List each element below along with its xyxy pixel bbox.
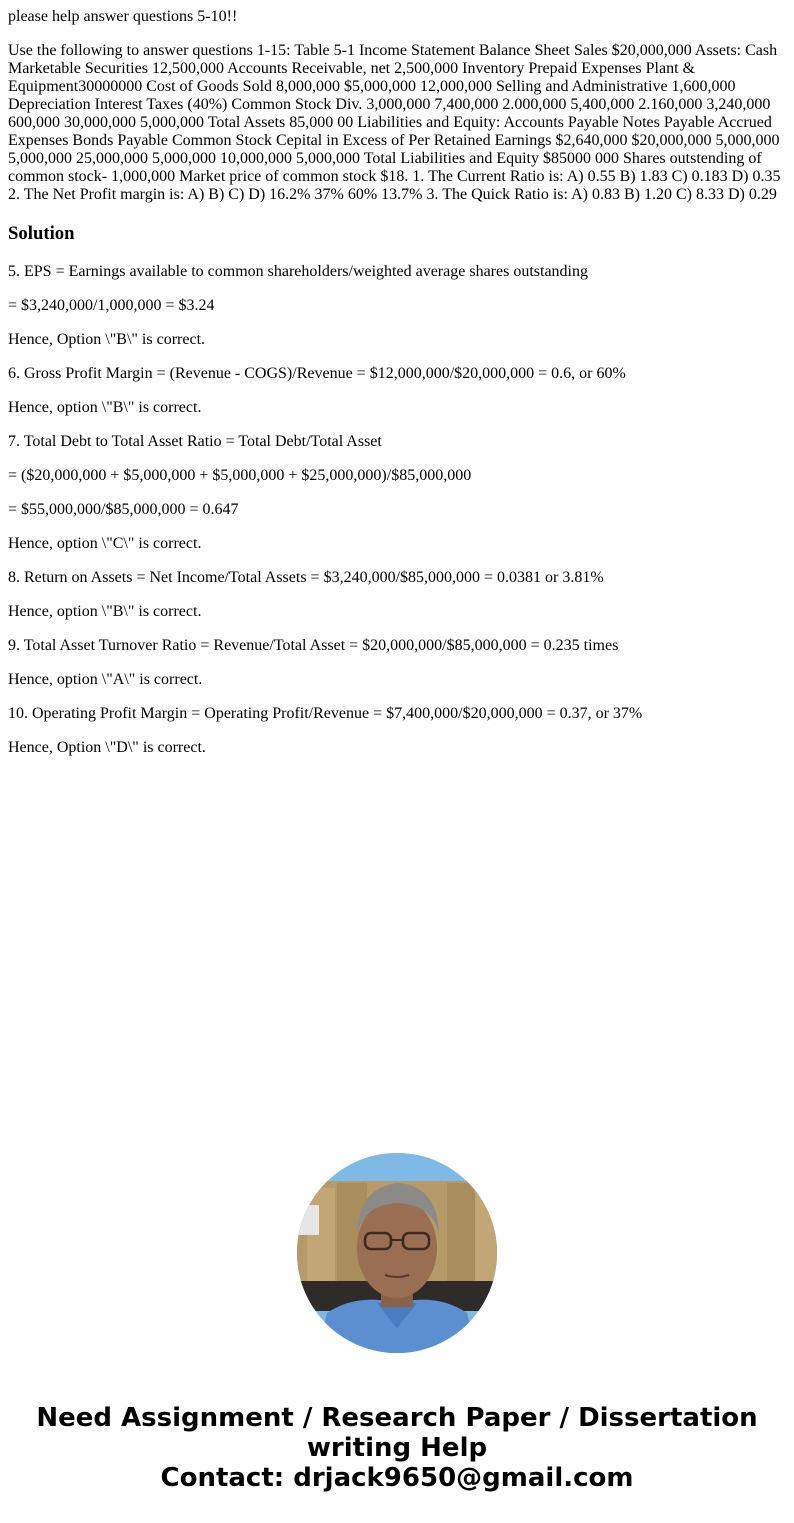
solution-body [8, 263, 786, 757]
solution-line: Hence, option \"C\" is correct. [8, 535, 202, 552]
solution-line: Hence, Option \"B\" is correct. [8, 331, 206, 348]
solution-line: 9. Total Asset Turnover Ratio = Revenue/Total Asset = $20,000,000/$85,000,000 = 0.235 times [8, 637, 619, 654]
solution-line: Hence, Option \"D\" is correct. [8, 739, 206, 756]
solution-line: 5. EPS = Earnings available to common shareholders/weighted average shares outstanding [8, 263, 588, 280]
solution-line: 8. Return on Assets = Net Income/Total Assets = $3,240,000/$85,000,000 = 0.0381 or 3.81% [8, 569, 604, 586]
question-title: please help answer questions 5-10!! [8, 8, 238, 25]
question-body: Use the following to answer questions 1-15: Table 5-1 Income Statement Balance Sheet Sales $20,000,000 Assets: Cash Marketable Securities 12,500,000 Accounts Receivable, net 2,500,000 Inventory Prepaid Expenses Plant & Equipment30000000 Cost of Goods Sold 8,000,000 $5,000,000 12,000,000 Selling and Administrative 1,600,000 Depreciation Interest Taxes (40%) Common Stock Div. 3,000,000 7,400,000 2.000,000 5,400,000 2.160,000 3,240,000 600,000 30,000,000 5,000,000 Total Assets 85,000 00 Liabilities and Equity: Accounts Payable Notes Payable Accrued Expenses Bonds Payable Common Stock Cepital in Excess of Per Retained Earnings $2,640,000 $20,000,000 5,000,000 5,000,000 25,000,000 5,000,000 10,000,000 5,000,000 Total Liabilities and Equity $85000 000 Shares outstending of common stock- 1,000,000 Market price of common stock $18. 1. The Current Ratio is: A) 0.55 B) 1.83 C) 0.183 D) 0.35 2. The Net Profit margin is: A) B) C) D) 16.2% 37% 60% 13.7% 3. The Quick Ratio is: A) 0.83 B) 1.20 C) 8.33 D) 0.29 [8, 42, 781, 203]
promo-banner [0, 1403, 794, 1493]
solution-line: = $55,000,000/$85,000,000 = 0.647 [8, 501, 239, 518]
solution-line: = $3,240,000/1,000,000 = $3.24 [8, 297, 215, 314]
person-photo-icon [297, 1153, 497, 1353]
solution-line: Hence, option \"B\" is correct. [8, 603, 202, 620]
promo-line: writing Help [306, 1433, 488, 1463]
promo-contact: Contact: drjack9650@gmail.com [160, 1463, 634, 1493]
solution-line: 6. Gross Profit Margin = (Revenue - COGS)/Revenue = $12,000,000/$20,000,000 = 0.6, or 60% [8, 365, 626, 382]
solution-line: = ($20,000,000 + $5,000,000 + $5,000,000 + $25,000,000)/$85,000,000 [8, 467, 472, 484]
solution-line: 7. Total Debt to Total Asset Ratio = Total Debt/Total Asset [8, 433, 382, 450]
tutor-avatar [297, 1153, 497, 1353]
solution-line: 10. Operating Profit Margin = Operating Profit/Revenue = $7,400,000/$20,000,000 = 0.37, or 37% [8, 705, 643, 722]
document-content [8, 8, 786, 773]
solution-line: Hence, option \"B\" is correct. [8, 399, 202, 416]
solution-heading: Solution [8, 223, 75, 244]
promo-line: Need Assignment / Research Paper / Dissertation [36, 1403, 758, 1433]
solution-line: Hence, option \"A\" is correct. [8, 671, 203, 688]
